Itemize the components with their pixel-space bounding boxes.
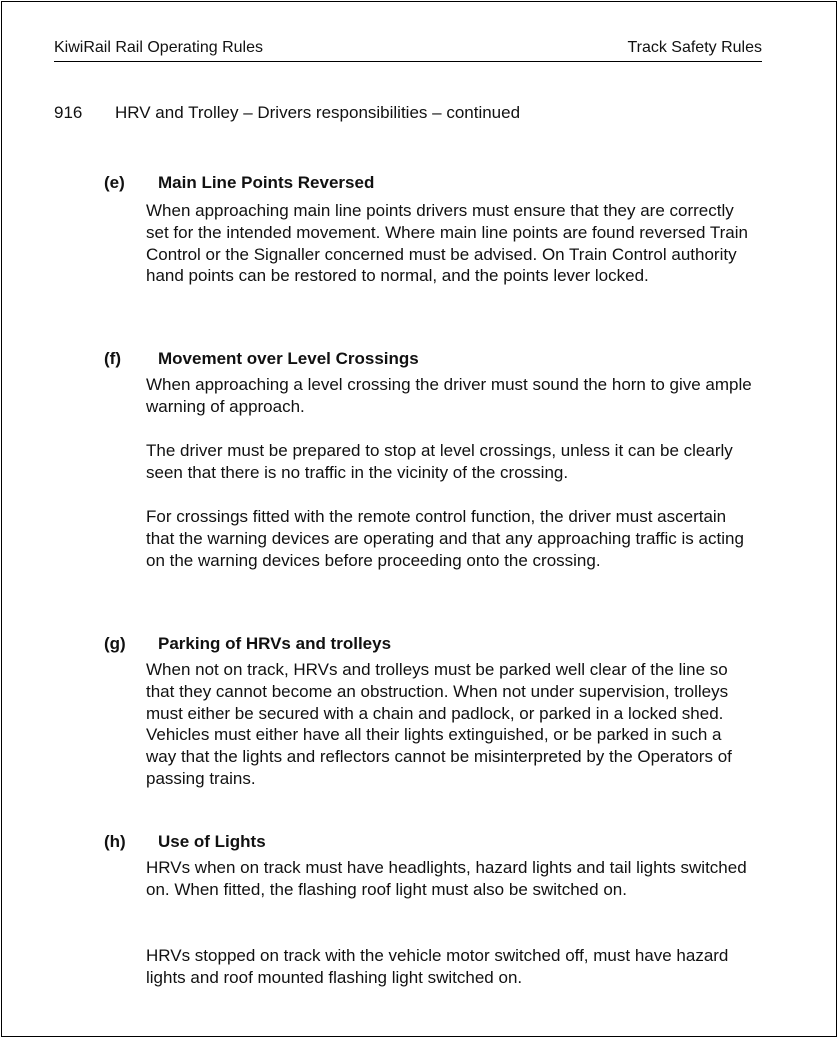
subsection-paragraph: When approaching a level crossing the driver must sound the horn to give ample warning of approach. xyxy=(146,375,752,416)
subsection-paragraph: The driver must be prepared to stop at level crossings, unless it can be clearly seen that there is no traffic in the vicinity of the crossing. xyxy=(146,441,733,482)
page-header xyxy=(54,39,762,62)
subsection-heading: Parking of HRVs and trolleys xyxy=(158,634,392,653)
subsection-letter: (f) xyxy=(104,349,121,368)
subsection-letter: (g) xyxy=(104,634,126,653)
subsection-paragraph: HRVs stopped on track with the vehicle motor switched off, must have hazard lights and roof mounted flashing light switched on. xyxy=(146,946,729,987)
section-title: HRV and Trolley – Drivers responsibilities – continued xyxy=(115,103,521,122)
header-section-title: Track Safety Rules xyxy=(627,39,762,56)
subsection-heading: Movement over Level Crossings xyxy=(158,349,419,368)
subsection-letter: (e) xyxy=(104,173,125,192)
subsection-letter: (h) xyxy=(104,832,126,851)
subsection-heading: Use of Lights xyxy=(158,832,266,851)
subsection-paragraph: HRVs when on track must have headlights, hazard lights and tail lights switched on. When fitted, the flashing roof light must also be switched on. xyxy=(146,858,747,899)
subsection-paragraph: For crossings fitted with the remote control function, the driver must ascertain that the warning devices are operating and that any approaching traffic is acting on the warning devices before proceeding onto the crossing. xyxy=(146,507,744,570)
subsection-paragraph: When approaching main line points drivers must ensure that they are correctly set for the intended movement. Where main line points are found reversed Train Control or the Signaller concerned must be advised. On Train Control authority hand points can be restored to normal, and the points lever locked. xyxy=(146,201,748,286)
section-number: 916 xyxy=(54,103,83,122)
subsection-paragraph: When not on track, HRVs and trolleys must be parked well clear of the line so that they cannot become an obstruction. When not under supervision, trolleys must either be secured with a chain and padlock, or parked in a locked shed. Vehicles must either have all their lights extinguished, or be parked in such a way that the lights and reflectors cannot be misinterpreted by the Operators of passing trains. xyxy=(146,660,732,788)
subsection-heading: Main Line Points Reversed xyxy=(158,173,375,192)
header-document-title: KiwiRail Rail Operating Rules xyxy=(54,39,263,56)
